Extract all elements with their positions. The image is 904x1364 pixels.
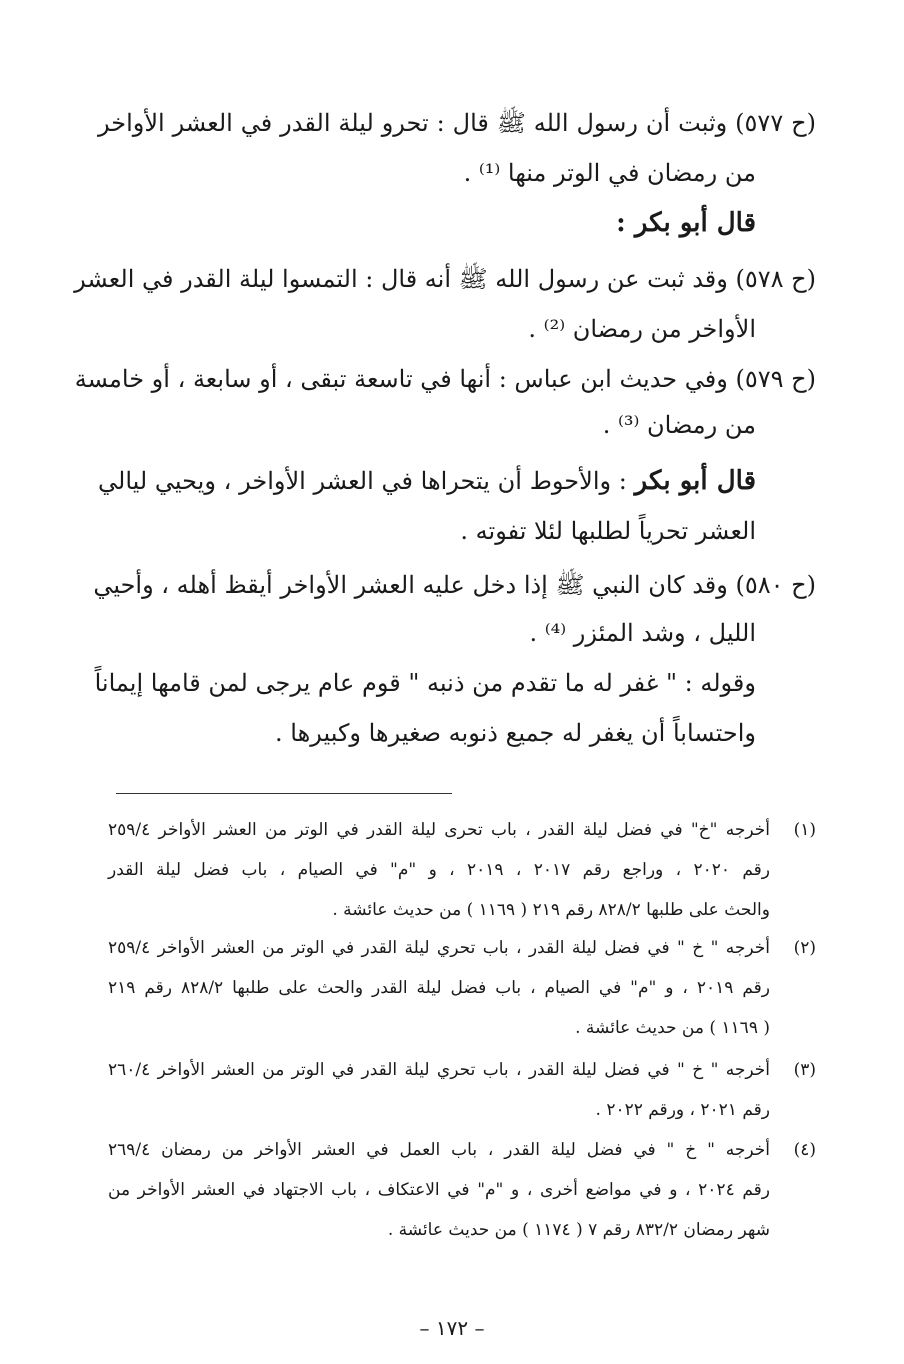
footnote-divider bbox=[116, 793, 452, 794]
footnote-line: رقم ٢٠٢١ ، ورقم ٢٠٢٢ . bbox=[595, 1100, 770, 1120]
footnote-line: رقم ٢٠٢٤ ، و في مواضع أخرى ، و "م" في الاعتكاف ، باب الاجتهاد في العشر الأواخر من bbox=[108, 1180, 770, 1200]
hadith-577-line-2: من رمضان في الوتر منها ⁽¹⁾ . bbox=[463, 159, 756, 187]
commentary-text: : والأحوط أن يتحراها في العشر الأواخر ، ويحيي ليالي bbox=[98, 467, 635, 495]
hadith-578-line-1: (ح ٥٧٨) وقد ثبت عن رسول الله ﷺ أنه قال : التمسوا ليلة القدر في العشر bbox=[74, 265, 816, 293]
footnote-line: أخرجه " خ " في فضل ليلة القدر ، باب تحري ليلة القدر في الوتر من العشر الأواخر ٢٦٠/٤ bbox=[108, 1060, 770, 1080]
footnote-line: شهر رمضان ٨٣٢/٢ رقم ٧ ( ١١٧٤ ) من حديث عائشة . bbox=[387, 1220, 770, 1240]
footnote-line: رقم ٢٠١٩ ، و "م" في الصيام ، باب فضل ليلة القدر والحث على طلبها ٨٢٨/٢ رقم ٢١٩ bbox=[108, 978, 770, 998]
hadith-578-line-2: الأواخر من رمضان ⁽²⁾ . bbox=[528, 315, 756, 343]
heading-abu-bakr-inline: قال أبو بكر bbox=[634, 466, 756, 496]
footnote-line: رقم ٢٠٢٠ ، وراجع رقم ٢٠١٧ ، ٢٠١٩ ، و "م" في الصيام ، باب فضل ليلة القدر bbox=[108, 860, 770, 880]
footnote-line: ( ١١٦٩ ) من حديث عائشة . bbox=[575, 1018, 770, 1038]
footnote-line: أخرجه "خ" في فضل ليلة القدر ، باب تحرى ليلة القدر في الوتر من العشر الأواخر ٢٥٩/٤ bbox=[108, 820, 770, 840]
footnote-line: والحث على طلبها ٨٢٨/٢ رقم ٢١٩ ( ١١٦٩ ) من حديث عائشة . bbox=[332, 900, 770, 920]
hadith-579-line-2: من رمضان ⁽³⁾ . bbox=[602, 411, 756, 439]
hadith-580-line-1: (ح ٥٨٠) وقد كان النبي ﷺ إذا دخل عليه العشر الأواخر أيقظ أهله ، وأحيي bbox=[93, 571, 816, 599]
commentary-line-1 bbox=[98, 464, 756, 498]
hadith-579-line-1: (ح ٥٧٩) وفي حديث ابن عباس : أنها في تاسعة تبقى ، أو سابعة ، أو خامسة bbox=[74, 365, 816, 393]
footnote-number: (٤) bbox=[793, 1140, 816, 1160]
final-paragraph-line-2: واحتساباً أن يغفر له جميع ذنوبه صغيرها وكبيرها . bbox=[275, 719, 756, 747]
hadith-580-line-2: الليل ، وشد المئزر ⁽⁴⁾ . bbox=[529, 619, 756, 647]
final-paragraph-line-1: وقوله : " غفر له ما تقدم من ذنبه " قوم عام يرجى لمن قامها إيماناً bbox=[94, 669, 756, 697]
footnote-number: (٢) bbox=[793, 938, 816, 958]
footnote-number: (١) bbox=[793, 820, 816, 840]
heading-abu-bakr: قال أبو بكر : bbox=[616, 208, 756, 238]
footnote-line: أخرجه " خ " في فضل ليلة القدر ، باب العمل في العشر الأواخر من رمضان ٢٦٩/٤ bbox=[108, 1140, 770, 1160]
footnote-line: أخرجه " خ " في فضل ليلة القدر ، باب تحري ليلة القدر في الوتر من العشر الأواخر ٢٥٩/٤ bbox=[108, 938, 770, 958]
commentary-line-2: العشر تحرياً لطلبها لئلا تفوته . bbox=[460, 517, 756, 545]
page-number: – ١٧٢ – bbox=[419, 1316, 485, 1340]
hadith-577-line-1: (ح ٥٧٧) وثبت أن رسول الله ﷺ قال : تحرو ليلة القدر في العشر الأواخر bbox=[98, 109, 816, 137]
footnote-number: (٣) bbox=[793, 1060, 816, 1080]
